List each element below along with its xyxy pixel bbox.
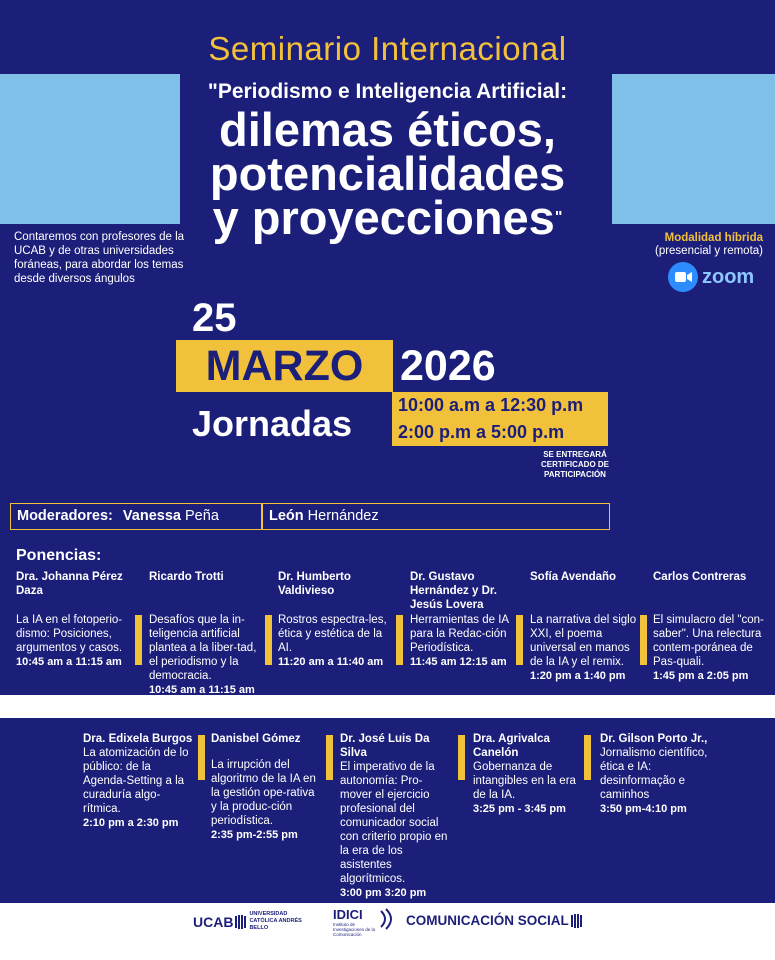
zoom-logo	[668, 262, 754, 292]
comunicacion-emblem-icon	[571, 914, 583, 928]
yellow-divider	[458, 735, 465, 780]
talk-time: 10:45 am a 11:15 am	[16, 656, 122, 668]
yellow-divider	[396, 615, 403, 665]
modality-block	[600, 232, 763, 257]
date-day: 25	[192, 296, 237, 340]
talk-speaker: Dra. Agrivalca Canelón	[473, 733, 550, 759]
talk-title: La atomización de lo público: de la Agenda-Setting a la curaduría algo-rítmica.	[83, 747, 189, 815]
comunicacion-wordmark: COMUNICACIÓN SOCIAL	[406, 913, 569, 928]
talk-speaker: Dra. Johanna Pérez Daza	[16, 571, 123, 597]
yellow-divider	[640, 615, 647, 665]
talk-card	[653, 570, 771, 683]
schedule-morning: 10:00 a.m a 12:30 p.m	[398, 395, 584, 415]
talk-title: Herramientas de IA para la Redac-ción Periodística.	[410, 614, 509, 654]
modality-detail: (presencial y remota)	[654, 245, 763, 257]
talk-speaker: Sofía Avendaño	[530, 571, 617, 583]
talk-time: 11:45 am 12:15 am	[410, 656, 507, 668]
jornadas-label: Jornadas	[192, 403, 353, 444]
moderator-2-first: León	[269, 508, 304, 524]
yellow-divider	[198, 735, 205, 780]
yellow-divider	[135, 615, 142, 665]
yellow-divider	[516, 615, 523, 665]
talk-card	[278, 570, 394, 669]
talk-title: El simulacro del "con-saber". Una relectura contem-poránea de Pas-quali.	[653, 614, 764, 668]
idici-wordmark: IDICI	[333, 907, 363, 922]
yellow-divider	[326, 735, 333, 780]
talk-card	[530, 570, 640, 683]
talk-title: Jornalismo científico, ética e IA: desinformação e caminhos	[600, 747, 708, 801]
talk-speaker: Ricardo Trotti	[149, 571, 224, 583]
title-line-3: y proyecciones"	[212, 191, 563, 244]
talk-time: 1:45 pm a 2:05 pm	[653, 670, 749, 682]
talk-title: El imperativo de la autonomía: Pro-mover el ejercicio profesional del comunicador social con criterio propio en la era de los asistentes algorítmicos.	[340, 761, 448, 885]
date-year: 2026	[400, 342, 496, 390]
schedule-afternoon: 2:00 p.m a 5:00 p.m	[398, 422, 565, 442]
talk-speaker: Dr. José Luis Da Silva	[340, 733, 430, 759]
talk-card	[211, 732, 321, 842]
talk-title: Desafíos que la in-teligencia artificial plantea a la liber-tad, el periodismo y la democracia.	[149, 614, 257, 682]
talk-time: 1:20 pm a 1:40 pm	[530, 670, 626, 682]
ponencias-heading: Ponencias:	[16, 547, 102, 564]
talk-title: Rostros espectra-les, ética y estética de la AI.	[278, 614, 387, 654]
talk-card	[149, 570, 261, 697]
modality-label: Modalidad híbrida	[664, 232, 763, 244]
talk-time: 3:50 pm-4:10 pm	[600, 803, 687, 815]
talk-time: 2:35 pm-2:55 pm	[211, 829, 298, 841]
moderators-row	[17, 508, 219, 524]
title-line-1: dilemas éticos,	[219, 103, 556, 156]
talk-time: 11:20 am a 11:40 am	[278, 656, 384, 668]
talk-card	[340, 732, 454, 900]
ucab-subtitle: UNIVERSIDAD CATÓLICA ANDRÉS BELLO	[249, 911, 302, 931]
moderators-label: Moderadores:	[17, 508, 113, 524]
ucab-logo	[193, 911, 307, 932]
talk-card	[16, 570, 131, 669]
moderator-2	[269, 508, 379, 524]
talk-speaker: Dr. Gustavo Hernández y Dr. Jesús Lovera	[410, 571, 497, 611]
talk-card	[600, 732, 712, 816]
talk-speaker: Dr. Gilson Porto Jr.,	[600, 733, 708, 745]
talk-card	[83, 732, 195, 830]
talk-card	[410, 570, 520, 669]
talk-speaker: Dra. Edixela Burgos	[83, 733, 193, 745]
ucab-wordmark: UCAB	[193, 913, 234, 930]
talk-title: La narrativa del siglo XXI, el poema universal en manos de la IA y el remix.	[530, 614, 637, 668]
yellow-divider	[265, 615, 272, 665]
talk-card	[473, 732, 583, 816]
idici-logo	[333, 907, 397, 937]
seminar-kicker: Seminario Internacional	[208, 30, 567, 67]
talk-speaker: Danisbel Gómez	[211, 733, 301, 745]
talk-time: 2:10 pm a 2:30 pm	[83, 817, 179, 829]
talk-title: Gobernanza de intangibles en la era de la IA.	[473, 761, 576, 801]
talk-title: La IA en el fotoperio-dismo: Posiciones, argumentos y casos.	[16, 614, 123, 654]
ucab-emblem-icon	[235, 915, 247, 929]
certificate-note: SE ENTREGARÁ CERTIFICADO DE PARTICIPACIÓN	[541, 450, 609, 479]
talk-speaker: Dr. Humberto Valdivieso	[278, 571, 351, 597]
talk-time: 10:45 am a 11:15 am	[149, 684, 255, 696]
zoom-icon	[668, 262, 698, 292]
intro-note: Contaremos con profesores de la UCAB y de otras universidades foráneas, para abordar los temas desde diversos ángulos	[14, 231, 185, 285]
moderator-1-last: Peña	[185, 508, 219, 524]
talk-speaker: Carlos Contreras	[653, 571, 747, 583]
yellow-divider	[584, 735, 591, 780]
zoom-label: zoom	[702, 265, 755, 288]
talk-time: 3:25 pm - 3:45 pm	[473, 803, 566, 815]
talk-title: La irrupción del algoritmo de la IA en la gestión ope-rativa y la produc-ción periodística.	[211, 759, 316, 827]
close-quote: "	[554, 209, 563, 226]
idici-waves-icon	[379, 907, 397, 931]
seminar-title	[0, 103, 775, 244]
moderator-2-last: Hernández	[307, 508, 379, 524]
talk-time: 3:00 pm 3:20 pm	[340, 887, 427, 899]
seminar-subtitle: "Periodismo e Inteligencia Artificial:	[207, 80, 568, 103]
comunicacion-social-logo	[406, 913, 583, 928]
moderator-1-first: Vanessa	[122, 508, 181, 524]
date-month: MARZO	[176, 340, 393, 392]
title-line-2: potencialidades	[209, 147, 566, 200]
schedule-box	[392, 392, 608, 446]
idici-subtitle: Instituto de Investigaciones de la Comunicación	[333, 922, 376, 937]
